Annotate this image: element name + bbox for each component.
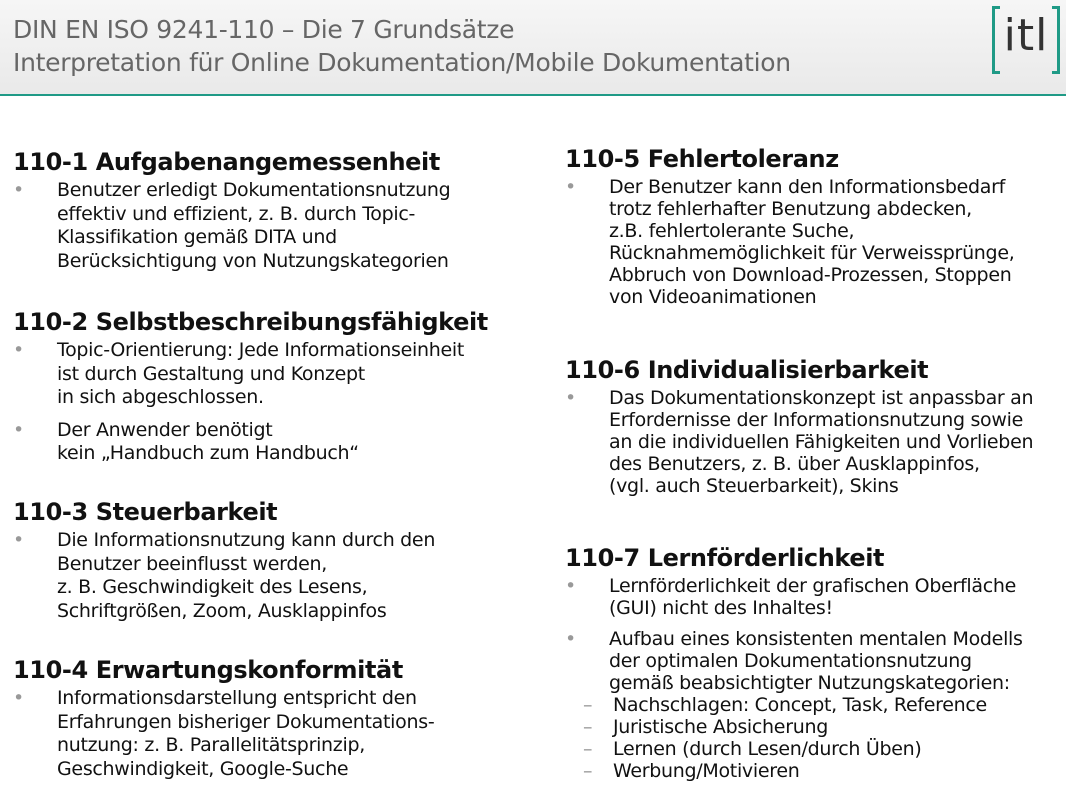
bullet-item: • Der Benutzer kann den Informationsbedarf trotz fehlerhafter Benutzung abdecken, z.B. fehlertolerante Suche, Rücknahmemöglichkeit für Verweissprünge, Abbruch von Download-Prozessen, Stoppen von Videoanimationen (565, 176, 1014, 308)
bullet-list (13, 687, 434, 781)
section-110-6 (565, 355, 1033, 506)
bullet-item: • Das Dokumentationskonzept ist anpassbar an Erfordernisse der Informationsnutzung sowie an die individuellen Fähigkeiten und Vorlieben des Benutzers, z. B. über Ausklappinfos, (vgl. auch Steuerbarkeit), Skins (565, 387, 1033, 497)
bullet-list (13, 179, 450, 273)
bullet-list (565, 575, 1023, 694)
section-heading: 110-5 Fehlertoleranz (565, 145, 839, 173)
slide-header (0, 0, 1066, 96)
section-110-1 (13, 147, 450, 282)
bullet-list (565, 176, 1014, 308)
section-heading: 110-4 Erwartungskonformität (13, 656, 403, 684)
logo-text: itl (1003, 10, 1049, 61)
bullet-item: • Topic-Orientierung: Jede Informationseinheit ist durch Gestaltung und Konzept in sich abgeschlossen. (13, 339, 488, 410)
sub-bullet-item: – Werbung/Motivieren (565, 760, 1023, 782)
section-heading: 110-2 Selbstbeschreibungsfähigkeit (13, 308, 488, 336)
section-heading: 110-6 Individualisierbarkeit (565, 356, 929, 384)
bullet-list (13, 529, 435, 623)
section-110-4 (13, 655, 434, 790)
sub-bullet-item: – Lernen (durch Lesen/durch Üben) (565, 738, 1023, 760)
section-heading: 110-1 Aufgabenangemessenheit (13, 148, 440, 176)
section-110-3 (13, 497, 435, 632)
section-110-7 (565, 543, 1023, 782)
section-110-5 (565, 144, 1014, 317)
bullet-list (565, 387, 1033, 497)
slide-subtitle: Interpretation für Online Dokumentation/Mobile Dokumentation (13, 48, 791, 77)
bullet-item: • Lernförderlichkeit der grafischen Oberfläche (GUI) nicht des Inhaltes! (565, 575, 1023, 619)
bullet-list (13, 339, 488, 466)
section-heading: 110-3 Steuerbarkeit (13, 498, 278, 526)
bullet-item: • Informationsdarstellung entspricht den Erfahrungen bisheriger Dokumentations- nutzung: z. B. Parallelitätsprinzip, Geschwindigkeit, Google-Suche (13, 687, 434, 781)
sub-bullet-item: – Nachschlagen: Concept, Task, Reference (565, 694, 1023, 716)
section-110-2 (13, 307, 488, 475)
bullet-item: • Die Informationsnutzung kann durch den Benutzer beeinflusst werden, z. B. Geschwindigkeit des Lesens, Schriftgrößen, Zoom, Ausklappinfos (13, 529, 435, 623)
logo-bracket-right (1052, 6, 1060, 74)
bullet-item: • Aufbau eines konsistenten mentalen Modells der optimalen Dokumentationsnutzung gemäß beabsichtigter Nutzungskategorien: (565, 628, 1023, 694)
itl-logo (992, 6, 1060, 74)
bullet-item: • Benutzer erledigt Dokumentationsnutzung effektiv und effizient, z. B. durch Topic- Klassifikation gemäß DITA und Berücksichtigung von Nutzungskategorien (13, 179, 450, 273)
sub-bullet-item: – Juristische Absicherung (565, 716, 1023, 738)
section-heading: 110-7 Lernförderlichkeit (565, 544, 885, 572)
sub-bullet-list (565, 694, 1023, 782)
bullet-item: • Der Anwender benötigt kein „Handbuch zum Handbuch“ (13, 419, 488, 466)
slide-title: DIN EN ISO 9241-110 – Die 7 Grundsätze (13, 15, 515, 44)
